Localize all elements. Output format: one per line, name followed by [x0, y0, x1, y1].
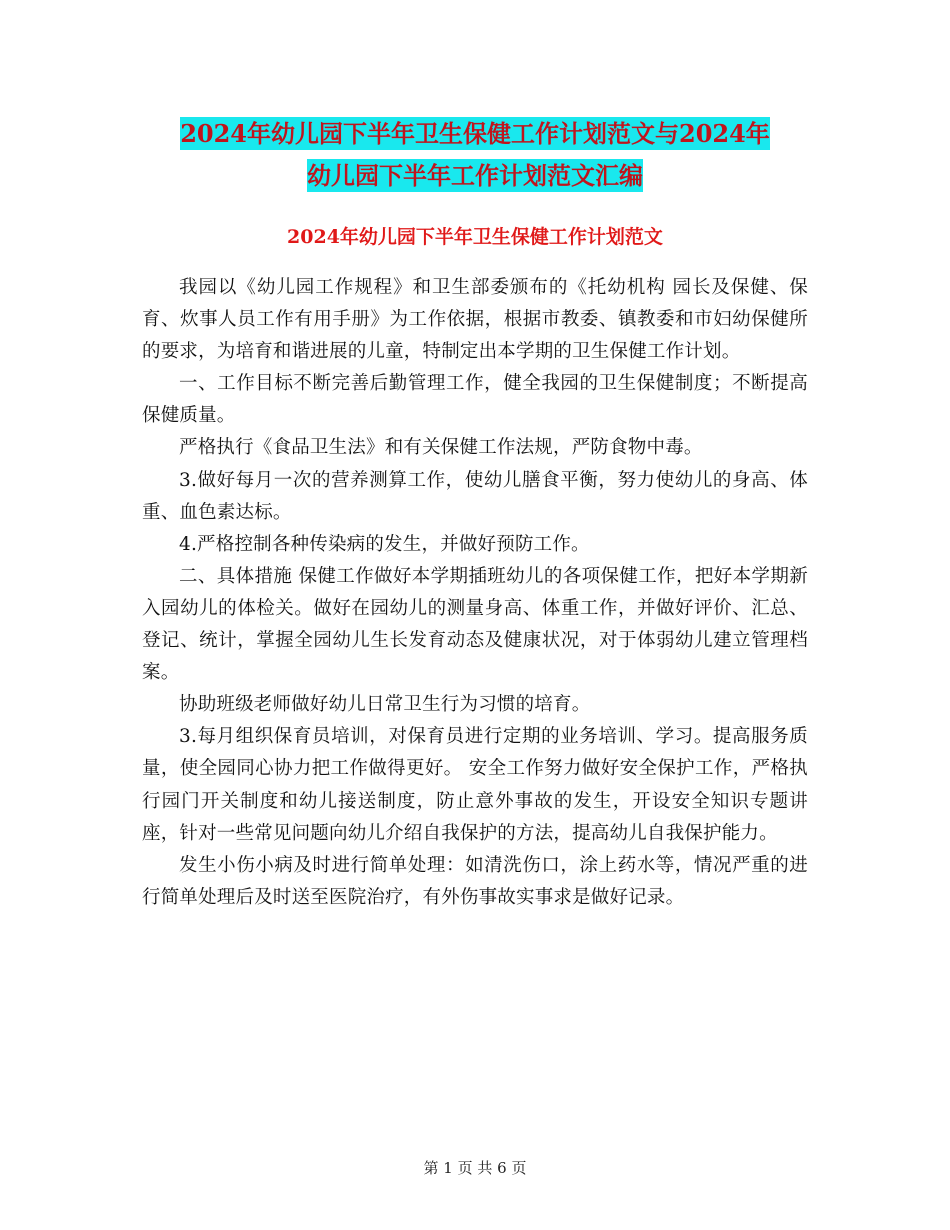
- document-title-line-2: [0, 154, 950, 198]
- paragraph: 4.严格控制各种传染病的发生，并做好预防工作。: [179, 533, 590, 555]
- paragraph: 3.每月组织保育员培训，对保育员进行定期的业务培训、学习。提高服务质量，使全园同心协力把工作做得更好。 安全工作努力做好安全保护工作，严格执行园门开关制度和幼儿接送制度，防止意外事故的发生，开设安全知识专题讲座，针对一些常见问题向幼儿介绍自我保护的方法，提高幼儿自我保护能力。: [142, 726, 808, 844]
- document-title-highlight-1: 2024年幼儿园下半年卫生保健工作计划范文与2024年: [180, 119, 770, 148]
- paragraph: 严格执行《食品卫生法》和有关保健工作法规，严防食物中毒。: [179, 437, 703, 459]
- document-body: [142, 272, 808, 914]
- document-title-highlight-2: 幼儿园下半年工作计划范文汇编: [307, 161, 643, 190]
- paragraph: 我园以《幼儿园工作规程》和卫生部委颁布的《托幼机构 园长及保健、保育、炊事人员工作有用手册》为工作依据，根据市教委、镇教委和市妇幼保健所的要求，为培育和谐进展的儿童，特制定出本学期的卫生保健工作计划。: [142, 277, 808, 363]
- paragraph: 发生小伤小病及时进行简单处理：如清洗伤口，涂上药水等，情况严重的进行简单处理后及时送至医院治疗，有外伤事故实事求是做好记录。: [142, 854, 808, 908]
- page-footer: 第 1 页 共 6 页: [423, 1159, 527, 1177]
- document-title-line-1: [0, 112, 950, 156]
- paragraph: 3.做好每月一次的营养测算工作，使幼儿膳食平衡，努力使幼儿的身高、体重、血色素达标。: [142, 469, 808, 523]
- paragraph: 协助班级老师做好幼儿日常卫生行为习惯的培育。: [179, 694, 591, 716]
- paragraph: 二、具体措施 保健工作做好本学期插班幼儿的各项保健工作，把好本学期新入园幼儿的体检关。做好在园幼儿的测量身高、体重工作，并做好评价、汇总、登记、统计，掌握全园幼儿生长发育动态及健康状况，对于体弱幼儿建立管理档案。: [142, 565, 808, 684]
- paragraph: 一、工作目标不断完善后勤管理工作，健全我园的卫生保健制度；不断提高保健质量。: [142, 373, 808, 427]
- section-title: 2024年幼儿园下半年卫生保健工作计划范文: [287, 226, 663, 248]
